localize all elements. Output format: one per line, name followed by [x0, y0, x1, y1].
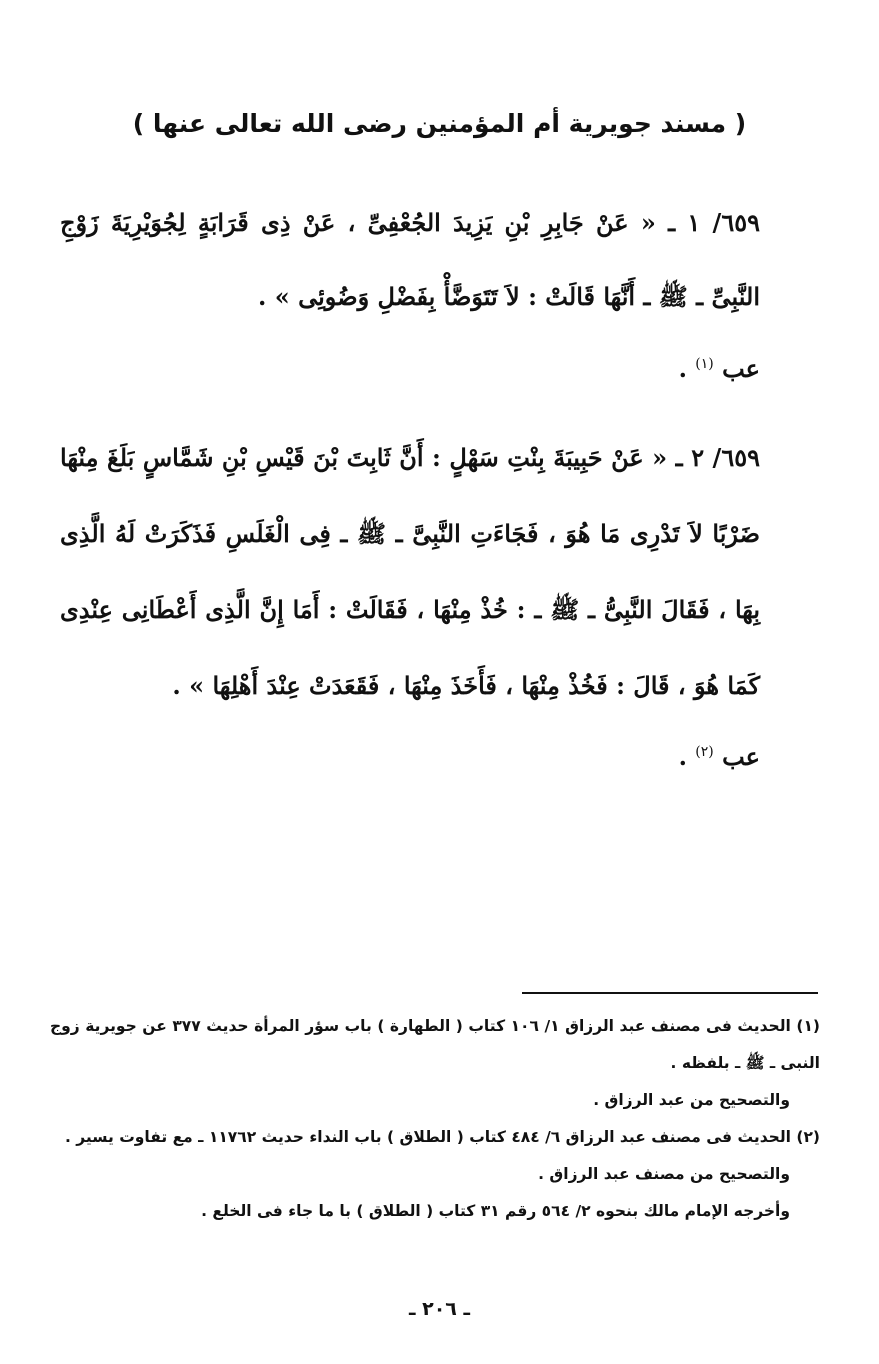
footnote-2: (٢) الحديث فى مصنف عبد الرزاق ٦/ ٤٨٤ كتاب ( الطلاق ) باب النداء حديث ١١٧٦٢ ـ مع تفاوت يسير . [64, 1128, 820, 1146]
hadith-2-source-abbrev: عب [722, 742, 760, 771]
source-period: . [678, 354, 687, 383]
page-number: ـ ٢٠٦ ـ [408, 1298, 470, 1320]
hadith-1-text: ٦٥٩/ ١ ـ « عَنْ جَابِرِ بْنِ يَزِيدَ الجُعْفِىِّ ، عَنْ ذِى قَرَابَةٍ لِجُوَيْرِيَةَ زَوْجِ النَّبِىِّ ـ ﷺ ـ أَنَّهَا قَالَتْ : لاَ تَتَوَضَّأْ بِفَضْلِ وَضُوئِى » . [60, 208, 760, 311]
footnotes [50, 1008, 820, 1230]
source-period: . [678, 742, 687, 771]
hadith-2-source [60, 732, 760, 777]
hadith-1-source [60, 344, 760, 389]
hadith-1-source-abbrev: عب [722, 354, 760, 383]
footnote-ref-1: (١) [695, 356, 714, 372]
footnote-ref-2: (٢) [695, 744, 714, 760]
footnote-1-correction: والتصحيح من عبد الرزاق . [593, 1091, 790, 1109]
footnote-1: (١) الحديث فى مصنف عبد الرزاق ١/ ١٠٦ كتاب ( الطهارة ) باب سؤر المرأة حديث ٣٧٧ عن جويرية زوج النبى ـ ﷺ ـ بلفظه . [50, 1017, 820, 1072]
footnote-separator [522, 992, 818, 994]
hadith-2-text: ٦٥٩/ ٢ ـ « عَنْ حَبِيبَةَ بِنْتِ سَهْلٍ : أَنَّ ثَابِتَ بْنَ قَيْسِ بْنِ شَمَّاسٍ بَلَغَ مِنْهَا ضَرْبًا لاَ تَدْرِى مَا هُوَ ، فَجَاءَتِ النَّبِىَّ ـ ﷺ ـ فِى الْغَلَسِ فَذَكَرَتْ لَهُ الَّذِى بِهَا ، فَقَالَ النَّبِىُّ ـ ﷺ ـ : خُذْ مِنْهَا ، فَقَالَتْ : أَمَا إِنَّ الَّذِى أَعْطَانِى عِنْدِى كَمَا هُوَ ، قَالَ : فَخُذْ مِنْهَا ، فَأَخَذَ مِنْهَا ، فَقَعَدَتْ عِنْدَ أَهْلِهَا » . [60, 443, 760, 700]
footnote-2-correction: والتصحيح من مصنف عبد الرزاق . [538, 1165, 790, 1183]
footnote-2-malik: وأخرجه الإمام مالك بنحوه ٢/ ٥٦٤ رقم ٣١ كتاب ( الطلاق ) با ما جاء فى الخلع . [201, 1202, 790, 1220]
section-title: ( مسند جويرية أم المؤمنين رضى الله تعالى عنها ) [132, 109, 747, 138]
